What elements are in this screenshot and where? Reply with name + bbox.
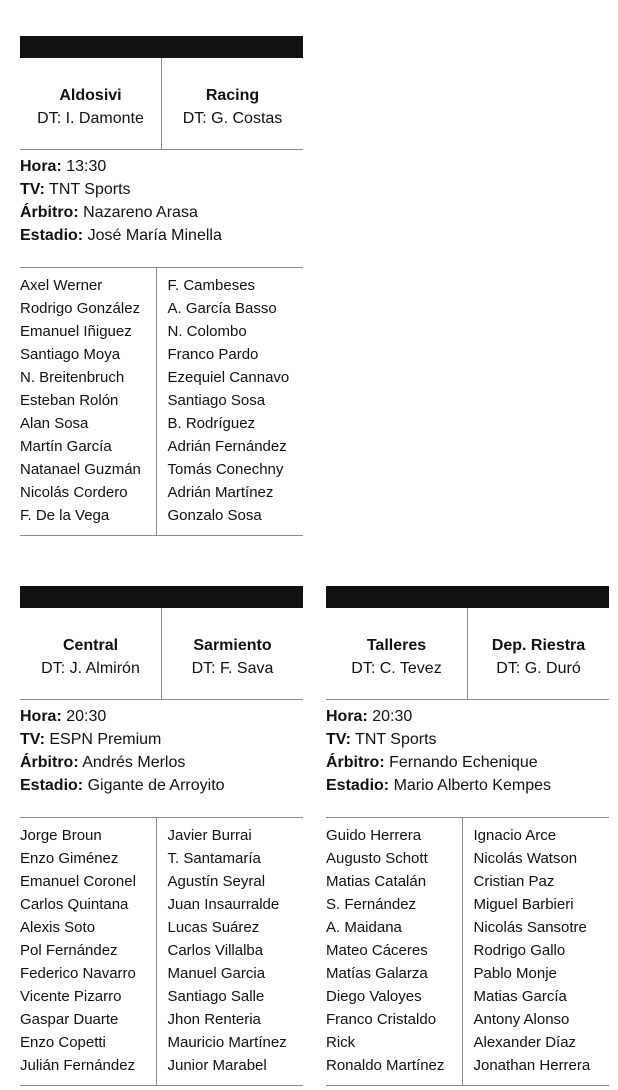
away-player: N. Colombo [167,323,247,340]
tv-value: ESPN Premium [49,731,162,748]
hora-label: Hora: [326,708,368,725]
hora-row [20,705,303,728]
home-player: Santiago Moya [20,346,121,363]
away-team-name: Dep. Riestra [491,636,586,654]
home-player: Martín García [20,438,112,455]
hora-value: 20:30 [372,708,413,725]
away-player: B. Rodríguez [167,415,256,432]
home-lineup [20,818,156,1085]
away-player: Juan Insaurralde [167,896,280,913]
home-team [20,608,161,699]
match-card [326,586,609,1086]
away-player: A. García Basso [167,300,277,317]
estadio-label: Estadio: [326,777,390,794]
away-player: Franco Pardo [167,346,259,363]
away-player: Adrián Fernández [167,438,287,455]
home-player: Rick [326,1034,356,1051]
home-player: Alan Sosa [20,415,89,432]
away-player: Adrián Martínez [167,484,274,501]
arbitro-label: Árbitro: [20,204,79,221]
home-lineup [326,818,462,1085]
away-team-coach: DT: G. Costas [182,109,283,127]
away-player: Santiago Sosa [167,392,266,409]
arbitro-row [20,201,303,224]
estadio-value: José María Minella [87,227,222,244]
hora-value: 20:30 [66,708,107,725]
match-header-bar [20,586,303,608]
arbitro-row [326,751,609,774]
estadio-label: Estadio: [20,777,84,794]
home-player: Matías Galarza [326,965,428,982]
estadio-value: Mario Alberto Kempes [393,777,551,794]
away-player: Junior Marabel [167,1057,267,1074]
arbitro-label: Árbitro: [326,754,385,771]
home-player: Esteban Rolón [20,392,119,409]
home-player: Alexis Soto [20,919,96,936]
arbitro-value: Nazareno Arasa [83,204,198,221]
away-player: Carlos Villalba [167,942,264,959]
home-team-name: Central [62,636,119,654]
lineups [20,268,303,536]
home-player: Enzo Copetti [20,1034,106,1051]
away-player: Santiago Salle [167,988,265,1005]
home-team [20,58,161,149]
home-team [326,608,467,699]
home-team-name: Aldosivi [59,86,122,104]
teams-row [326,608,609,700]
home-player: Matias Catalán [326,873,427,890]
match-info [20,700,303,818]
tv-label: TV: [20,731,45,748]
estadio-row [20,224,303,247]
home-player: Mateo Cáceres [326,942,428,959]
away-player: Rodrigo Gallo [473,942,566,959]
home-team-coach: DT: C. Tevez [351,659,442,677]
away-team-coach: DT: F. Sava [191,659,274,677]
home-player: Emanuel Coronel [20,873,136,890]
away-player: Matias García [473,988,567,1005]
away-player: Jonathan Herrera [473,1057,591,1074]
away-player: T. Santamaría [167,850,261,867]
home-player: Rodrigo González [20,300,141,317]
match-card [20,36,303,536]
away-team [467,608,609,699]
teams-row [20,608,303,700]
away-team-name: Sarmiento [193,636,272,654]
away-player: Agustín Seyral [167,873,266,890]
estadio-row [326,774,609,797]
away-player: Lucas Suárez [167,919,260,936]
hora-label: Hora: [20,708,62,725]
home-player: Pol Fernández [20,942,118,959]
away-player: F. Cambeses [167,277,256,294]
home-player: Guido Herrera [326,827,422,844]
away-team-name: Racing [205,86,260,104]
away-player: Mauricio Martínez [167,1034,287,1051]
away-player: Ezequiel Cannavo [167,369,290,386]
tv-label: TV: [20,181,45,198]
away-player: Gonzalo Sosa [167,507,262,524]
away-player: Nicolás Sansotre [473,919,587,936]
hora-row [20,155,303,178]
home-player: Emanuel Iñiguez [20,323,132,340]
estadio-value: Gigante de Arroyito [87,777,225,794]
hora-row [326,705,609,728]
home-player: N. Breitenbruch [20,369,125,386]
estadio-label: Estadio: [20,227,84,244]
away-team [161,58,303,149]
tv-row [20,178,303,201]
estadio-row [20,774,303,797]
away-lineup [462,818,610,1085]
lineups [20,818,303,1086]
home-player: Vicente Pizarro [20,988,122,1005]
tv-row [326,728,609,751]
away-player: Jhon Renteria [167,1011,261,1028]
home-player: Gaspar Duarte [20,1011,119,1028]
lineups [326,818,609,1086]
home-team-coach: DT: I. Damonte [37,109,144,127]
tv-value: TNT Sports [49,181,131,198]
away-team [161,608,303,699]
arbitro-value: Fernando Echenique [389,754,538,771]
away-player: Cristian Paz [473,873,555,890]
match-info [20,150,303,268]
home-player: A. Maidana [326,919,402,936]
home-player: Axel Werner [20,277,103,294]
arbitro-label: Árbitro: [20,754,79,771]
match-card [20,586,303,1086]
home-player: Carlos Quintana [20,896,129,913]
hora-label: Hora: [20,158,62,175]
away-player: Miguel Barbieri [473,896,574,913]
away-player: Nicolás Watson [473,850,578,867]
arbitro-value: Andrés Merlos [82,754,186,771]
away-player: Javier Burrai [167,827,252,844]
home-player: Augusto Schott [326,850,428,867]
away-lineup [156,818,304,1085]
home-team-name: Talleres [366,636,427,654]
home-player: F. De la Vega [20,507,110,524]
tv-label: TV: [326,731,351,748]
away-player: Antony Alonso [473,1011,570,1028]
match-header-bar [20,36,303,58]
home-player: Jorge Broun [20,827,102,844]
tv-value: TNT Sports [355,731,437,748]
home-player: Enzo Giménez [20,850,119,867]
away-team-coach: DT: G. Duró [496,659,581,677]
home-player: Diego Valoyes [326,988,422,1005]
away-player: Alexander Díaz [473,1034,577,1051]
teams-row [20,58,303,150]
home-player: Natanael Guzmán [20,461,141,478]
hora-value: 13:30 [66,158,107,175]
match-header-bar [326,586,609,608]
away-player: Ignacio Arce [473,827,557,844]
tv-row [20,728,303,751]
home-player: Ronaldo Martínez [326,1057,445,1074]
home-lineup [20,268,156,535]
home-player: Franco Cristaldo [326,1011,437,1028]
away-player: Manuel Garcia [167,965,266,982]
home-player: Nicolás Cordero [20,484,128,501]
home-player: Federico Navarro [20,965,136,982]
arbitro-row [20,751,303,774]
home-player: S. Fernández [326,896,417,913]
away-lineup [156,268,304,535]
match-info [326,700,609,818]
away-player: Tomás Conechny [167,461,284,478]
away-player: Pablo Monje [473,965,557,982]
home-player: Julián Fernández [20,1057,136,1074]
home-team-coach: DT: J. Almirón [41,659,140,677]
